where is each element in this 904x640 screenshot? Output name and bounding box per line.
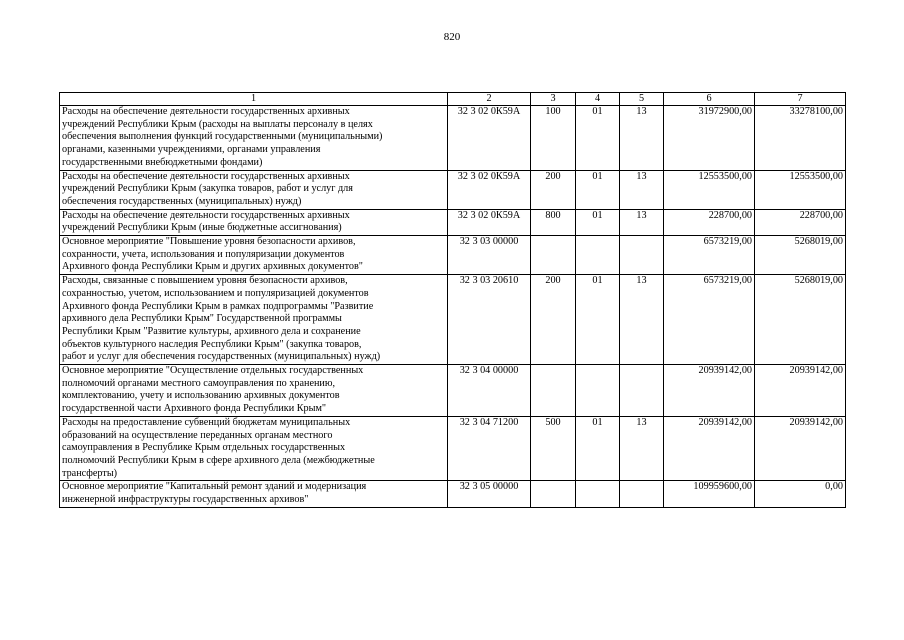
row-section [576, 365, 620, 417]
row-expense-type: 200 [531, 275, 576, 365]
table-row [60, 170, 846, 209]
header-cell: 4 [576, 93, 620, 106]
row-target-code: 32 3 03 00000 [448, 236, 531, 275]
row-target-code: 32 3 02 0К59А [448, 209, 531, 235]
row-subsection [620, 365, 664, 417]
table-header-row [60, 93, 846, 106]
table-row [60, 106, 846, 171]
row-expense-type [531, 236, 576, 275]
row-target-code: 32 3 02 0К59А [448, 170, 531, 209]
row-amount-year2: 5268019,00 [755, 275, 846, 365]
row-target-code: 32 3 02 0К59А [448, 106, 531, 171]
row-description: Расходы на обеспечение деятельности государственных архивных учреждений Республики Крым (расходы на выплаты персоналу в целях обеспечения выполнения функций государственными (муниципальными) органами, казенными учреждениями, органами управления государственными внебюджетными фондами) [60, 106, 448, 171]
row-amount-year2: 12553500,00 [755, 170, 846, 209]
row-amount-year2: 5268019,00 [755, 236, 846, 275]
row-section: 01 [576, 275, 620, 365]
row-amount-year2: 33278100,00 [755, 106, 846, 171]
page-number: 820 [443, 31, 461, 43]
row-subsection: 13 [620, 209, 664, 235]
row-amount-year1: 228700,00 [664, 209, 755, 235]
row-amount-year1: 109959600,00 [664, 481, 755, 507]
table-row [60, 209, 846, 235]
row-description: Основное мероприятие "Повышение уровня безопасности архивов, сохранности, учета, использования и популяризации документов Архивного фонда Республики Крым и других архивных документов" [60, 236, 448, 275]
row-section [576, 236, 620, 275]
header-cell: 6 [664, 93, 755, 106]
row-subsection: 13 [620, 170, 664, 209]
row-amount-year1: 6573219,00 [664, 236, 755, 275]
row-expense-type: 200 [531, 170, 576, 209]
row-target-code: 32 3 05 00000 [448, 481, 531, 507]
row-description: Основное мероприятие "Капитальный ремонт зданий и модернизация инженерной инфраструктуры государственных архивов" [60, 481, 448, 507]
row-amount-year2: 228700,00 [755, 209, 846, 235]
row-amount-year2: 20939142,00 [755, 365, 846, 417]
table-row [60, 365, 846, 417]
row-subsection: 13 [620, 416, 664, 481]
header-cell: 3 [531, 93, 576, 106]
table-row [60, 236, 846, 275]
budget-table [59, 92, 846, 508]
row-description: Расходы на предоставление субвенций бюджетам муниципальных образований на осуществление переданных органам местного самоуправления в Республике Крым отдельных государственных полномочий Республики Крым в сфере архивного дела (межбюджетные трансферты) [60, 416, 448, 481]
row-expense-type: 500 [531, 416, 576, 481]
row-expense-type [531, 481, 576, 507]
table-row [60, 275, 846, 365]
row-target-code: 32 3 04 00000 [448, 365, 531, 417]
row-subsection: 13 [620, 106, 664, 171]
row-section: 01 [576, 416, 620, 481]
row-section: 01 [576, 170, 620, 209]
header-cell: 2 [448, 93, 531, 106]
row-expense-type: 100 [531, 106, 576, 171]
row-description: Основное мероприятие "Осуществление отдельных государственных полномочий органами местного самоуправления по хранению, комплектованию, учету и использованию архивных документов государственной части Архивного фонда Республики Крым" [60, 365, 448, 417]
row-description: Расходы на обеспечение деятельности государственных архивных учреждений Республики Крым (иные бюджетные ассигнования) [60, 209, 448, 235]
row-description: Расходы на обеспечение деятельности государственных архивных учреждений Республики Крым (закупка товаров, работ и услуг для обеспечения государственных (муниципальных) нужд) [60, 170, 448, 209]
row-subsection [620, 236, 664, 275]
row-section: 01 [576, 106, 620, 171]
row-section [576, 481, 620, 507]
row-target-code: 32 3 03 20610 [448, 275, 531, 365]
row-section: 01 [576, 209, 620, 235]
row-target-code: 32 3 04 71200 [448, 416, 531, 481]
header-cell: 5 [620, 93, 664, 106]
table-row [60, 481, 846, 507]
row-subsection: 13 [620, 275, 664, 365]
row-amount-year1: 20939142,00 [664, 365, 755, 417]
header-cell: 1 [60, 93, 448, 106]
row-amount-year1: 20939142,00 [664, 416, 755, 481]
row-amount-year1: 12553500,00 [664, 170, 755, 209]
row-expense-type [531, 365, 576, 417]
header-cell: 7 [755, 93, 846, 106]
row-amount-year1: 6573219,00 [664, 275, 755, 365]
row-amount-year2: 20939142,00 [755, 416, 846, 481]
row-description: Расходы, связанные с повышением уровня безопасности архивов, сохранностью, учетом, использованием и популяризацией документов Архивного фонда Республики Крым в рамках подпрограммы "Развитие архивного дела Республики Крым" Государственной программы Республики Крым "Развитие культуры, архивного дела и сохранение объектов культурного наследия Республики Крым" (закупка товаров, работ и услуг для обеспечения государственных (муниципальных) нужд) [60, 275, 448, 365]
row-amount-year2: 0,00 [755, 481, 846, 507]
table-row [60, 416, 846, 481]
row-expense-type: 800 [531, 209, 576, 235]
row-amount-year1: 31972900,00 [664, 106, 755, 171]
row-subsection [620, 481, 664, 507]
